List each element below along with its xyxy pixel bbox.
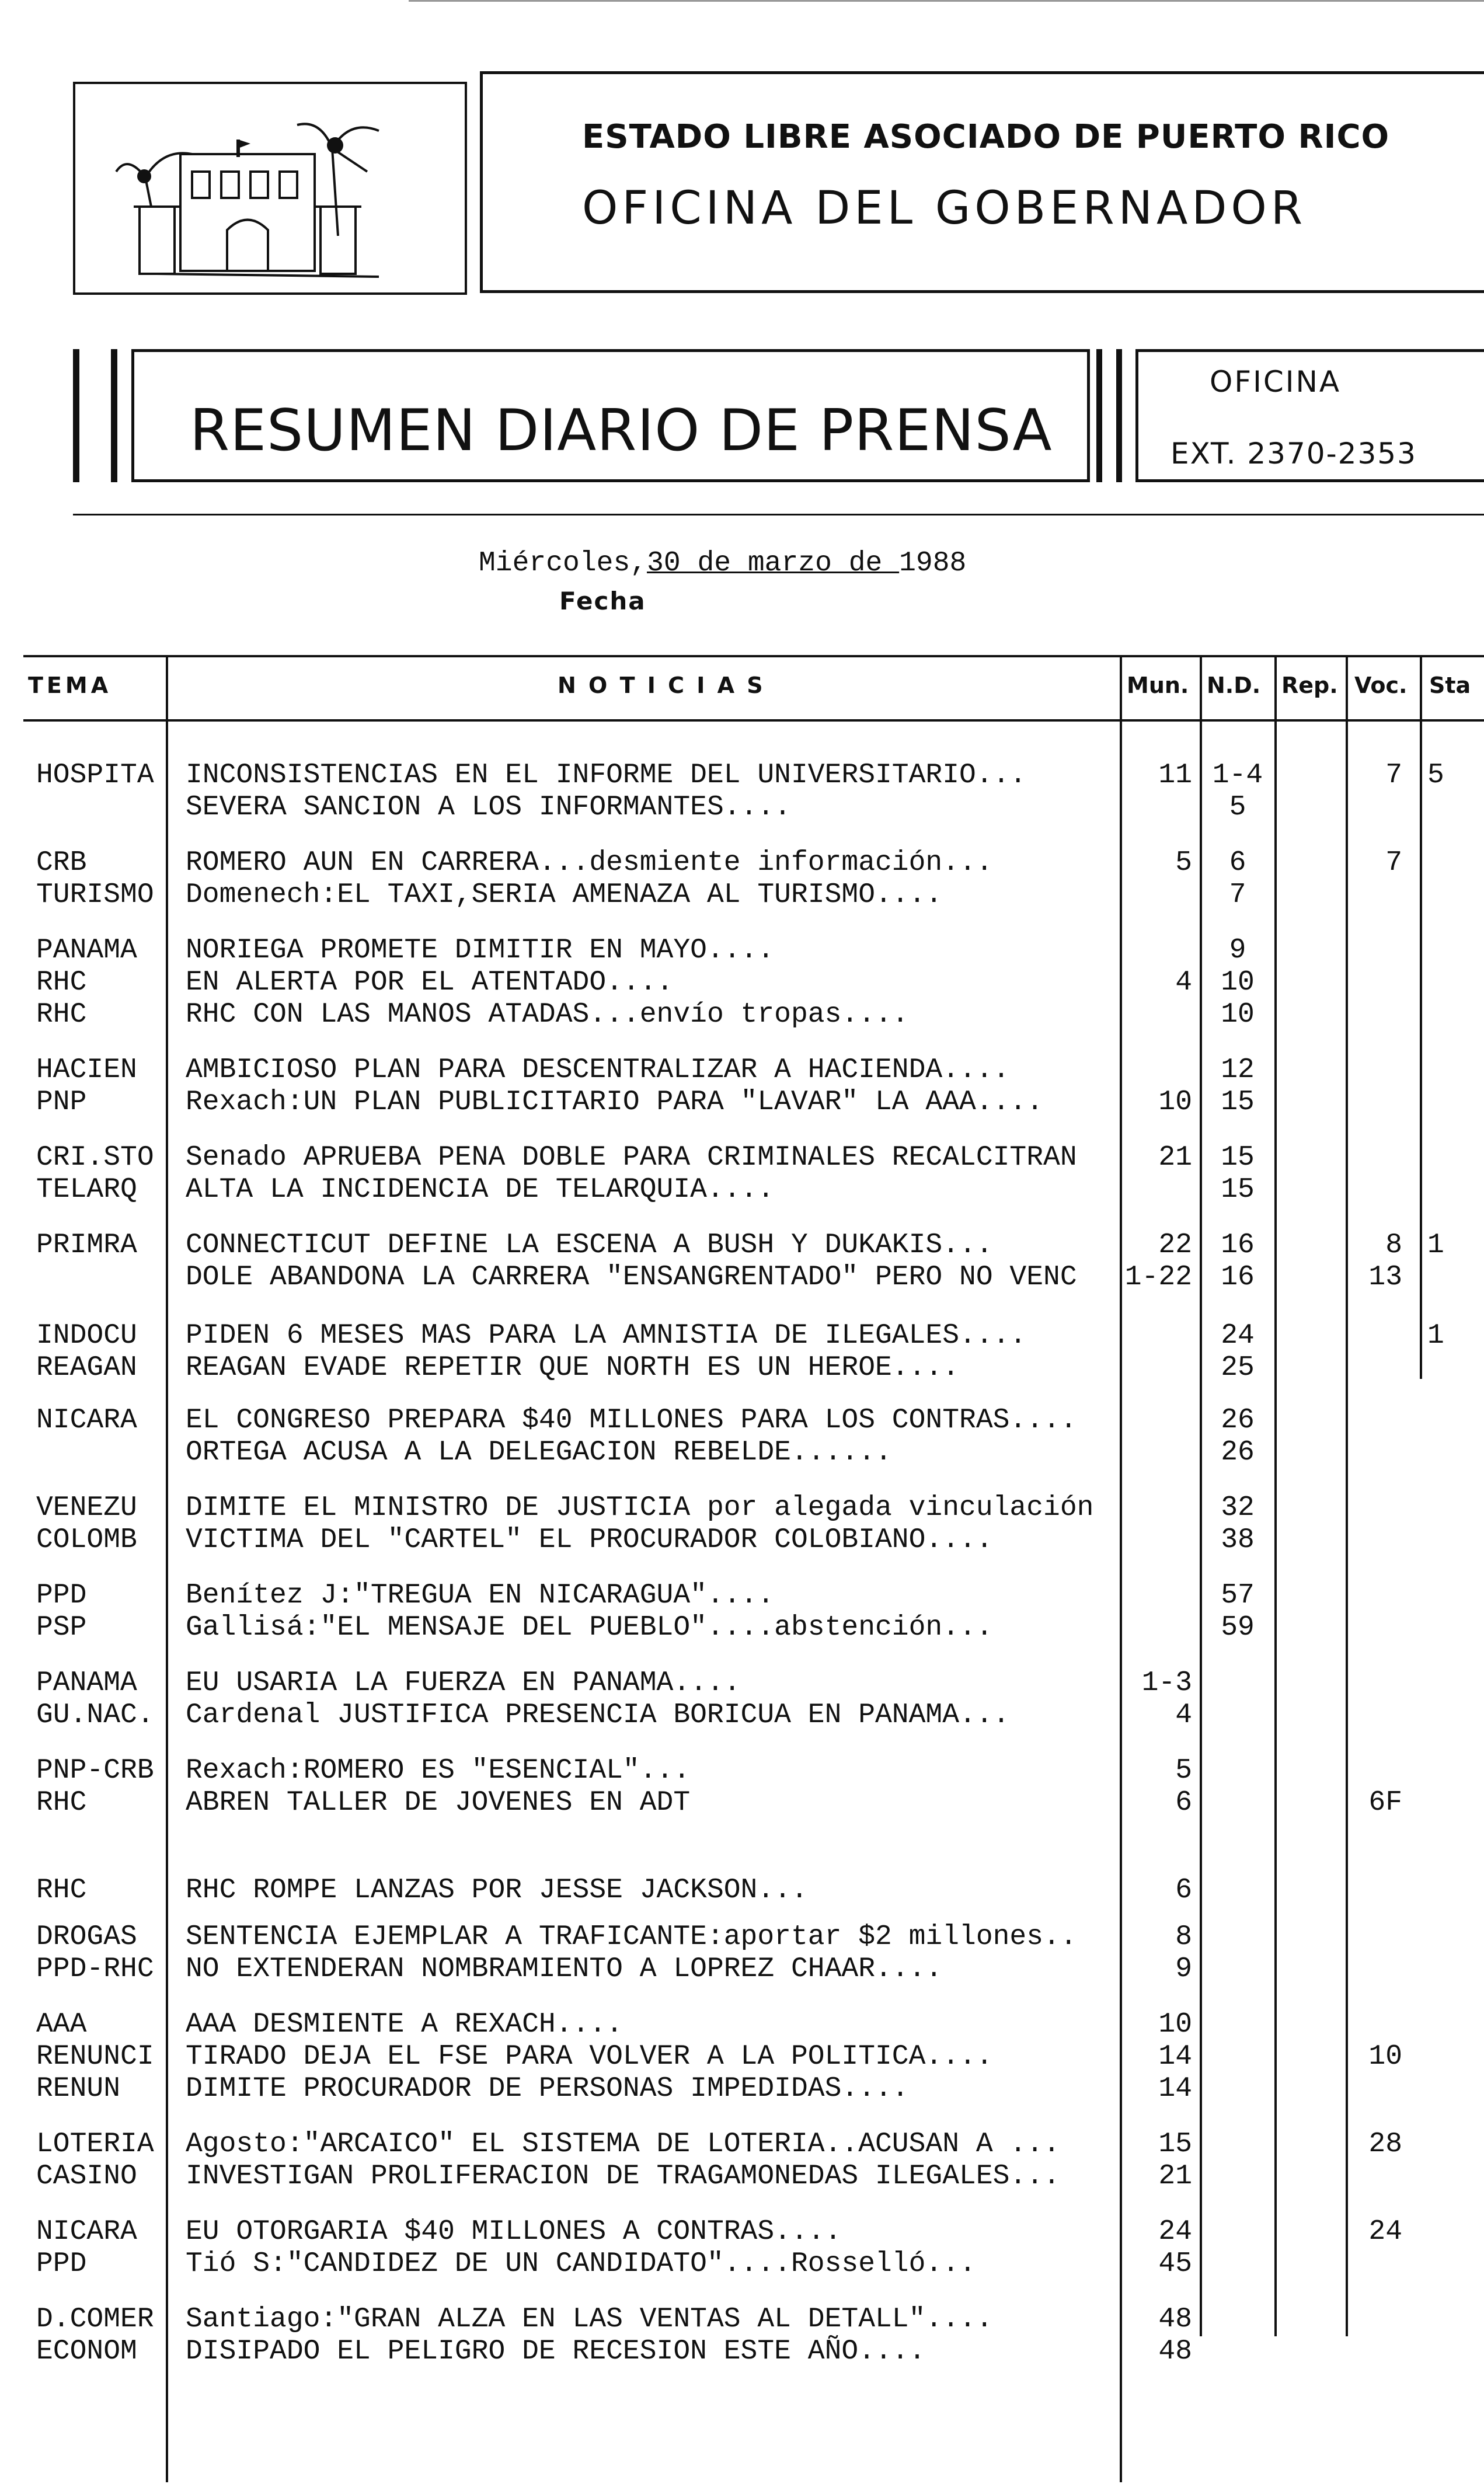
- cell-tema: AAA: [36, 2009, 87, 2040]
- cell-noticia: AMBICIOSO PLAN PARA DESCENTRALIZAR A HACIENDA....: [186, 1054, 1010, 1086]
- office-label: OFICINA: [1210, 365, 1342, 399]
- cell-nd: 26: [1221, 1405, 1255, 1436]
- header-title-box: [480, 71, 1484, 293]
- cell-mun: 6: [1175, 1787, 1192, 1818]
- cell-tema: PPD: [36, 1580, 87, 1611]
- cell-noticia: Tió S:"CANDIDEZ DE UN CANDIDATO"....Rosselló...: [186, 2248, 976, 2280]
- right-bar-2: [1116, 349, 1122, 482]
- cell-tema: CRI.STO: [36, 1142, 154, 1173]
- cell-nd: 16: [1221, 1229, 1255, 1261]
- cell-mun: 24: [1158, 2216, 1192, 2248]
- cell-mun: 5: [1175, 1755, 1192, 1786]
- cell-tema: DROGAS: [36, 1921, 137, 1953]
- cell-noticia: ORTEGA ACUSA A LA DELEGACION REBELDE......: [186, 1437, 892, 1468]
- office-extension: EXT. 2370-2353: [1171, 437, 1417, 471]
- cell-noticia: Santiago:"GRAN ALZA EN LAS VENTAS AL DETALL"....: [186, 2304, 993, 2335]
- cell-noticia: RHC CON LAS MANOS ATADAS...envío tropas....: [186, 999, 909, 1030]
- cell-mun: 21: [1158, 1142, 1192, 1173]
- cell-voc: 7: [1385, 760, 1402, 791]
- cell-noticia: REAGAN EVADE REPETIR QUE NORTH ES UN HEROE....: [186, 1352, 960, 1384]
- cell-noticia: EN ALERTA POR EL ATENTADO....: [186, 967, 674, 998]
- cell-noticia: DIMITE EL MINISTRO DE JUSTICIA por alegada vinculación: [186, 1492, 1094, 1524]
- column-rule-voc: [1346, 655, 1348, 2336]
- cell-sta: 5: [1427, 760, 1444, 791]
- cell-mun: 1-22: [1124, 1262, 1192, 1293]
- left-bar-2: [111, 349, 117, 482]
- cell-noticia: Senado APRUEBA PENA DOBLE PARA CRIMINALES RECALCITRAN: [186, 1142, 1077, 1173]
- cell-noticia: Rexach:UN PLAN PUBLICITARIO PARA "LAVAR" LA AAA....: [186, 1086, 1044, 1118]
- column-rule-rep: [1274, 655, 1277, 2336]
- cell-noticia: ROMERO AUN EN CARRERA...desmiente información...: [186, 847, 993, 879]
- cell-nd: 10: [1221, 967, 1255, 998]
- cell-voc: 7: [1385, 847, 1402, 879]
- cell-tema: RHC: [36, 1787, 87, 1818]
- cell-mun: 22: [1158, 1229, 1192, 1261]
- date-label: Fecha: [559, 587, 646, 615]
- cell-mun: 48: [1158, 2336, 1192, 2367]
- cell-tema: RHC: [36, 1875, 87, 1906]
- date-prefix: Miércoles,: [479, 548, 647, 579]
- cell-nd: 32: [1221, 1492, 1255, 1524]
- cell-noticia: TIRADO DEJA EL FSE PARA VOLVER A LA POLITICA....: [186, 2041, 993, 2072]
- cell-tema: RHC: [36, 999, 87, 1030]
- cell-nd: 26: [1221, 1437, 1255, 1468]
- left-bar-1: [73, 349, 79, 482]
- office-name: OFICINA DEL GOBERNADOR: [582, 182, 1307, 235]
- cell-tema: PPD-RHC: [36, 1953, 154, 1985]
- column-header-sta: Sta: [1429, 673, 1471, 698]
- cell-noticia: NO EXTENDERAN NOMBRAMIENTO A LOPREZ CHAAR....: [186, 1953, 943, 1985]
- cell-noticia: EU USARIA LA FUERZA EN PANAMA....: [186, 1667, 741, 1699]
- cell-tema: PSP: [36, 1612, 87, 1643]
- table-header-rule: [23, 719, 1484, 722]
- column-header-nd: N.D.: [1207, 673, 1261, 698]
- cell-tema: HOSPITA: [36, 760, 154, 791]
- cell-nd: 9: [1229, 935, 1246, 966]
- column-rule-mun: [1120, 655, 1122, 2482]
- cell-tema: RENUNCI: [36, 2041, 154, 2072]
- cell-mun: 9: [1175, 1953, 1192, 1985]
- cell-nd: 5: [1229, 792, 1246, 823]
- column-header-noticias: N O T I C I A S: [558, 673, 765, 698]
- cell-noticia: PIDEN 6 MESES MAS PARA LA AMNISTIA DE ILEGALES....: [186, 1320, 1027, 1351]
- cell-noticia: EL CONGRESO PREPARA $40 MILLONES PARA LOS CONTRAS....: [186, 1405, 1077, 1436]
- cell-tema: HACIEN: [36, 1054, 137, 1086]
- cell-mun: 5: [1175, 847, 1192, 879]
- column-rule-nd: [1200, 655, 1202, 2336]
- cell-nd: 15: [1221, 1086, 1255, 1118]
- cell-noticia: INVESTIGAN PROLIFERACION DE TRAGAMONEDAS ILEGALES...: [186, 2161, 1060, 2192]
- cell-nd: 57: [1221, 1580, 1255, 1611]
- cell-noticia: DISIPADO EL PELIGRO DE RECESION ESTE AÑO....: [186, 2336, 926, 2367]
- fortaleza-building-logo-icon: [75, 84, 465, 292]
- cell-noticia: RHC ROMPE LANZAS POR JESSE JACKSON...: [186, 1875, 808, 1906]
- report-title-box: [131, 349, 1090, 482]
- cell-noticia: Rexach:ROMERO ES "ESENCIAL"...: [186, 1755, 691, 1786]
- logo-box: [73, 82, 467, 295]
- cell-nd: 6: [1229, 847, 1246, 879]
- cell-noticia: CONNECTICUT DEFINE LA ESCENA A BUSH Y DUKAKIS...: [186, 1229, 993, 1261]
- government-name: ESTADO LIBRE ASOCIADO DE PUERTO RICO: [582, 118, 1390, 156]
- cell-voc: 8: [1385, 1229, 1402, 1261]
- cell-tema: TELARQ: [36, 1174, 137, 1206]
- cell-mun: 14: [1158, 2073, 1192, 2105]
- cell-sta: 1: [1427, 1320, 1444, 1351]
- cell-voc: 24: [1368, 2216, 1402, 2248]
- cell-tema: INDOCU: [36, 1320, 137, 1351]
- cell-tema: ECONOM: [36, 2336, 137, 2367]
- date-underlined: 30 de marzo de: [647, 548, 900, 579]
- cell-noticia: Cardenal JUSTIFICA PRESENCIA BORICUA EN PANAMA...: [186, 1699, 1010, 1731]
- top-edge-rule: [409, 0, 1484, 2]
- date-year: 1988: [899, 548, 967, 579]
- cell-voc: 13: [1368, 1262, 1402, 1293]
- cell-noticia: AAA DESMIENTE A REXACH....: [186, 2009, 623, 2040]
- cell-tema: RENUN: [36, 2073, 121, 2105]
- cell-noticia: SEVERA SANCION A LOS INFORMANTES....: [186, 792, 791, 823]
- cell-nd: 15: [1221, 1174, 1255, 1206]
- header-divider: [73, 514, 1484, 515]
- cell-tema: GU.NAC.: [36, 1699, 154, 1731]
- cell-tema: COLOMB: [36, 1524, 137, 1556]
- cell-noticia: INCONSISTENCIAS EN EL INFORME DEL UNIVERSITARIO...: [186, 760, 1027, 791]
- cell-nd: 1-4: [1212, 760, 1263, 791]
- cell-nd: 24: [1221, 1320, 1255, 1351]
- cell-nd: 12: [1221, 1054, 1255, 1086]
- cell-tema: NICARA: [36, 2216, 137, 2248]
- cell-tema: PNP-CRB: [36, 1755, 154, 1786]
- cell-tema: D.COMER: [36, 2304, 154, 2335]
- cell-mun: 48: [1158, 2304, 1192, 2335]
- report-title: RESUMEN DIARIO DE PRENSA: [190, 398, 1053, 464]
- cell-tema: PANAMA: [36, 1667, 137, 1699]
- cell-tema: NICARA: [36, 1405, 137, 1436]
- cell-nd: 10: [1221, 999, 1255, 1030]
- cell-tema: REAGAN: [36, 1352, 137, 1384]
- cell-nd: 16: [1221, 1262, 1255, 1293]
- right-bar-1: [1096, 349, 1102, 482]
- cell-sta: 1: [1427, 1229, 1444, 1261]
- cell-tema: PNP: [36, 1086, 87, 1118]
- cell-tema: TURISMO: [36, 879, 154, 911]
- cell-noticia: DIMITE PROCURADOR DE PERSONAS IMPEDIDAS....: [186, 2073, 909, 2105]
- cell-tema: CRB: [36, 847, 87, 879]
- cell-tema: PRIMRA: [36, 1229, 137, 1261]
- cell-noticia: Benítez J:"TREGUA EN NICARAGUA"....: [186, 1580, 775, 1611]
- column-rule-tema: [166, 655, 168, 2482]
- table-top-rule: [23, 655, 1484, 657]
- cell-voc: 6F: [1368, 1787, 1402, 1818]
- cell-mun: 6: [1175, 1875, 1192, 1906]
- cell-noticia: VICTIMA DEL "CARTEL" EL PROCURADOR COLOBIANO....: [186, 1524, 993, 1556]
- column-header-mun: Mun.: [1127, 673, 1189, 698]
- cell-mun: 21: [1158, 2161, 1192, 2192]
- cell-noticia: Agosto:"ARCAICO" EL SISTEMA DE LOTERIA..ACUSAN A ...: [186, 2128, 1060, 2160]
- cell-mun: 10: [1158, 1086, 1192, 1118]
- report-date: [479, 548, 966, 579]
- cell-nd: 38: [1221, 1524, 1255, 1556]
- cell-mun: 1-3: [1141, 1667, 1192, 1699]
- cell-mun: 4: [1175, 1699, 1192, 1731]
- cell-mun: 4: [1175, 967, 1192, 998]
- cell-tema: LOTERIA: [36, 2128, 154, 2160]
- cell-noticia: NORIEGA PROMETE DIMITIR EN MAYO....: [186, 935, 775, 966]
- cell-mun: 45: [1158, 2248, 1192, 2280]
- cell-noticia: EU OTORGARIA $40 MILLONES A CONTRAS....: [186, 2216, 842, 2248]
- cell-noticia: DOLE ABANDONA LA CARRERA "ENSANGRENTADO" PERO NO VENC: [186, 1262, 1077, 1293]
- cell-tema: VENEZU: [36, 1492, 137, 1524]
- cell-noticia: Domenech:EL TAXI,SERIA AMENAZA AL TURISMO....: [186, 879, 943, 911]
- cell-tema: PPD: [36, 2248, 87, 2280]
- cell-noticia: SENTENCIA EJEMPLAR A TRAFICANTE:aportar $2 millones..: [186, 1921, 1077, 1953]
- cell-mun: 15: [1158, 2128, 1192, 2160]
- cell-voc: 10: [1368, 2041, 1402, 2072]
- cell-mun: 10: [1158, 2009, 1192, 2040]
- cell-nd: 59: [1221, 1612, 1255, 1643]
- cell-tema: CASINO: [36, 2161, 137, 2192]
- cell-mun: 14: [1158, 2041, 1192, 2072]
- cell-mun: 11: [1158, 760, 1192, 791]
- cell-nd: 25: [1221, 1352, 1255, 1384]
- cell-voc: 28: [1368, 2128, 1402, 2160]
- cell-tema: RHC: [36, 967, 87, 998]
- column-header-tema: TEMA: [28, 673, 112, 698]
- column-header-voc: Voc.: [1354, 673, 1408, 698]
- cell-tema: PANAMA: [36, 935, 137, 966]
- cell-noticia: ABREN TALLER DE JOVENES EN ADT: [186, 1787, 691, 1818]
- cell-noticia: Gallisá:"EL MENSAJE DEL PUEBLO"....abstención...: [186, 1612, 993, 1643]
- office-extension-box: [1135, 349, 1484, 482]
- cell-mun: 8: [1175, 1921, 1192, 1953]
- column-header-rep: Rep.: [1281, 673, 1338, 698]
- cell-nd: 15: [1221, 1142, 1255, 1173]
- cell-nd: 7: [1229, 879, 1246, 911]
- cell-noticia: ALTA LA INCIDENCIA DE TELARQUIA....: [186, 1174, 775, 1206]
- column-rule-sta: [1420, 655, 1422, 1379]
